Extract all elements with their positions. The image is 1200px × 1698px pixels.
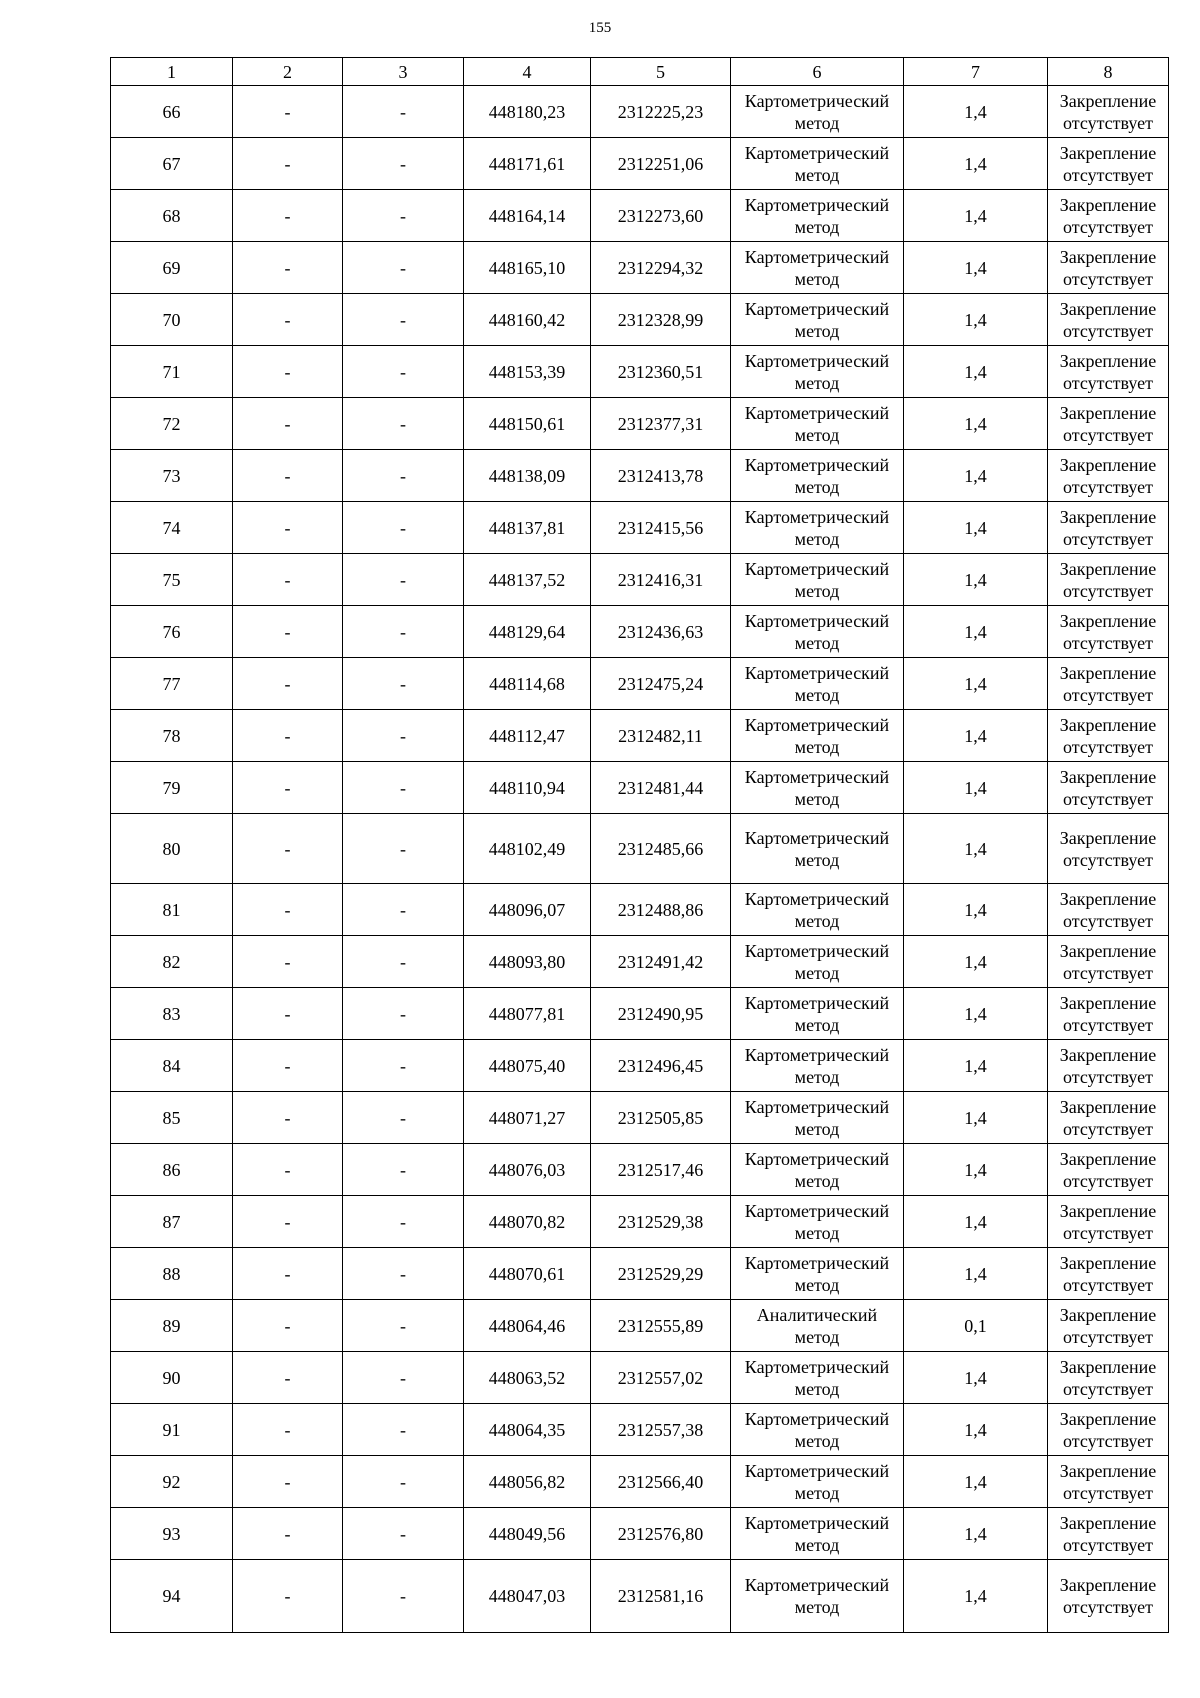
column-2-cell: -	[233, 884, 343, 936]
method-cell: Картометрический метод	[731, 1092, 904, 1144]
column-3-cell: -	[343, 1248, 464, 1300]
point-number-cell: 93	[111, 1508, 233, 1560]
column-header-1: 1	[111, 58, 233, 86]
x-coordinate-cell: 448102,49	[464, 814, 591, 884]
column-2-cell: -	[233, 1456, 343, 1508]
accuracy-cell: 1,4	[904, 1196, 1048, 1248]
accuracy-cell: 1,4	[904, 1248, 1048, 1300]
column-2-cell: -	[233, 1300, 343, 1352]
method-cell: Картометрический метод	[731, 658, 904, 710]
column-2-cell: -	[233, 138, 343, 190]
table-row	[111, 710, 1169, 762]
column-3-cell: -	[343, 1352, 464, 1404]
method-cell: Картометрический метод	[731, 884, 904, 936]
method-cell: Картометрический метод	[731, 138, 904, 190]
method-cell: Картометрический метод	[731, 1040, 904, 1092]
table-row	[111, 1144, 1169, 1196]
fixing-description-cell: Закрепление отсутствует	[1048, 242, 1169, 294]
column-2-cell: -	[233, 1144, 343, 1196]
y-coordinate-cell: 2312413,78	[591, 450, 731, 502]
point-number-cell: 86	[111, 1144, 233, 1196]
column-2-cell: -	[233, 554, 343, 606]
x-coordinate-cell: 448076,03	[464, 1144, 591, 1196]
accuracy-cell: 1,4	[904, 606, 1048, 658]
point-number-cell: 72	[111, 398, 233, 450]
column-2-cell: -	[233, 1352, 343, 1404]
fixing-description-cell: Закрепление отсутствует	[1048, 1040, 1169, 1092]
fixing-description-cell: Закрепление отсутствует	[1048, 606, 1169, 658]
accuracy-cell: 1,4	[904, 710, 1048, 762]
method-cell: Картометрический метод	[731, 1352, 904, 1404]
column-2-cell: -	[233, 1560, 343, 1633]
point-number-cell: 88	[111, 1248, 233, 1300]
column-2-cell: -	[233, 658, 343, 710]
point-number-cell: 87	[111, 1196, 233, 1248]
point-number-cell: 83	[111, 988, 233, 1040]
table-row	[111, 1040, 1169, 1092]
table-row	[111, 1560, 1169, 1633]
column-2-cell: -	[233, 762, 343, 814]
table-row	[111, 936, 1169, 988]
accuracy-cell: 1,4	[904, 1040, 1048, 1092]
y-coordinate-cell: 2312557,02	[591, 1352, 731, 1404]
accuracy-cell: 1,4	[904, 1092, 1048, 1144]
accuracy-cell: 1,4	[904, 450, 1048, 502]
y-coordinate-cell: 2312475,24	[591, 658, 731, 710]
column-3-cell: -	[343, 138, 464, 190]
column-2-cell: -	[233, 190, 343, 242]
point-number-cell: 85	[111, 1092, 233, 1144]
y-coordinate-cell: 2312496,45	[591, 1040, 731, 1092]
column-3-cell: -	[343, 398, 464, 450]
column-3-cell: -	[343, 710, 464, 762]
x-coordinate-cell: 448071,27	[464, 1092, 591, 1144]
column-2-cell: -	[233, 988, 343, 1040]
x-coordinate-cell: 448180,23	[464, 86, 591, 138]
point-number-cell: 66	[111, 86, 233, 138]
method-cell: Картометрический метод	[731, 1508, 904, 1560]
column-3-cell: -	[343, 242, 464, 294]
fixing-description-cell: Закрепление отсутствует	[1048, 502, 1169, 554]
column-header-8: 8	[1048, 58, 1169, 86]
point-number-cell: 78	[111, 710, 233, 762]
point-number-cell: 81	[111, 884, 233, 936]
accuracy-cell: 1,4	[904, 1404, 1048, 1456]
column-3-cell: -	[343, 1092, 464, 1144]
accuracy-cell: 1,4	[904, 1144, 1048, 1196]
fixing-description-cell: Закрепление отсутствует	[1048, 1144, 1169, 1196]
column-3-cell: -	[343, 1456, 464, 1508]
column-3-cell: -	[343, 988, 464, 1040]
table-row	[111, 658, 1169, 710]
x-coordinate-cell: 448153,39	[464, 346, 591, 398]
point-number-cell: 79	[111, 762, 233, 814]
column-2-cell: -	[233, 86, 343, 138]
column-2-cell: -	[233, 814, 343, 884]
x-coordinate-cell: 448137,52	[464, 554, 591, 606]
column-3-cell: -	[343, 502, 464, 554]
point-number-cell: 67	[111, 138, 233, 190]
point-number-cell: 74	[111, 502, 233, 554]
method-cell: Картометрический метод	[731, 86, 904, 138]
x-coordinate-cell: 448064,35	[464, 1404, 591, 1456]
page-number: 155	[588, 20, 612, 36]
y-coordinate-cell: 2312225,23	[591, 86, 731, 138]
x-coordinate-cell: 448049,56	[464, 1508, 591, 1560]
column-3-cell: -	[343, 346, 464, 398]
point-number-cell: 80	[111, 814, 233, 884]
table-row	[111, 1092, 1169, 1144]
point-number-cell: 71	[111, 346, 233, 398]
x-coordinate-cell: 448056,82	[464, 1456, 591, 1508]
point-number-cell: 82	[111, 936, 233, 988]
method-cell: Картометрический метод	[731, 606, 904, 658]
fixing-description-cell: Закрепление отсутствует	[1048, 1404, 1169, 1456]
y-coordinate-cell: 2312555,89	[591, 1300, 731, 1352]
accuracy-cell: 1,4	[904, 1560, 1048, 1633]
point-number-cell: 84	[111, 1040, 233, 1092]
accuracy-cell: 1,4	[904, 398, 1048, 450]
y-coordinate-cell: 2312566,40	[591, 1456, 731, 1508]
y-coordinate-cell: 2312557,38	[591, 1404, 731, 1456]
table-row	[111, 814, 1169, 884]
fixing-description-cell: Закрепление отсутствует	[1048, 346, 1169, 398]
fixing-description-cell: Закрепление отсутствует	[1048, 1352, 1169, 1404]
column-2-cell: -	[233, 502, 343, 554]
fixing-description-cell: Закрепление отсутствует	[1048, 554, 1169, 606]
table-row	[111, 1248, 1169, 1300]
y-coordinate-cell: 2312328,99	[591, 294, 731, 346]
fixing-description-cell: Закрепление отсутствует	[1048, 710, 1169, 762]
table-row	[111, 502, 1169, 554]
accuracy-cell: 1,4	[904, 762, 1048, 814]
y-coordinate-cell: 2312581,16	[591, 1560, 731, 1633]
fixing-description-cell: Закрепление отсутствует	[1048, 86, 1169, 138]
column-3-cell: -	[343, 814, 464, 884]
accuracy-cell: 1,4	[904, 502, 1048, 554]
column-2-cell: -	[233, 1040, 343, 1092]
method-cell: Картометрический метод	[731, 1196, 904, 1248]
x-coordinate-cell: 448093,80	[464, 936, 591, 988]
y-coordinate-cell: 2312488,86	[591, 884, 731, 936]
x-coordinate-cell: 448171,61	[464, 138, 591, 190]
fixing-description-cell: Закрепление отсутствует	[1048, 190, 1169, 242]
column-2-cell: -	[233, 242, 343, 294]
column-header-4: 4	[464, 58, 591, 86]
column-3-cell: -	[343, 1196, 464, 1248]
y-coordinate-cell: 2312576,80	[591, 1508, 731, 1560]
fixing-description-cell: Закрепление отсутствует	[1048, 398, 1169, 450]
accuracy-cell: 1,4	[904, 138, 1048, 190]
x-coordinate-cell: 448064,46	[464, 1300, 591, 1352]
x-coordinate-cell: 448077,81	[464, 988, 591, 1040]
x-coordinate-cell: 448164,14	[464, 190, 591, 242]
fixing-description-cell: Закрепление отсутствует	[1048, 658, 1169, 710]
y-coordinate-cell: 2312273,60	[591, 190, 731, 242]
method-cell: Картометрический метод	[731, 554, 904, 606]
fixing-description-cell: Закрепление отсутствует	[1048, 1092, 1169, 1144]
fixing-description-cell: Закрепление отсутствует	[1048, 450, 1169, 502]
accuracy-cell: 1,4	[904, 242, 1048, 294]
method-cell: Картометрический метод	[731, 1248, 904, 1300]
x-coordinate-cell: 448047,03	[464, 1560, 591, 1633]
method-cell: Картометрический метод	[731, 294, 904, 346]
method-cell: Картометрический метод	[731, 762, 904, 814]
y-coordinate-cell: 2312491,42	[591, 936, 731, 988]
fixing-description-cell: Закрепление отсутствует	[1048, 294, 1169, 346]
method-cell: Картометрический метод	[731, 1456, 904, 1508]
table-row	[111, 450, 1169, 502]
coordinates-table	[110, 57, 1169, 1633]
x-coordinate-cell: 448096,07	[464, 884, 591, 936]
point-number-cell: 69	[111, 242, 233, 294]
method-cell: Картометрический метод	[731, 814, 904, 884]
fixing-description-cell: Закрепление отсутствует	[1048, 1248, 1169, 1300]
accuracy-cell: 0,1	[904, 1300, 1048, 1352]
y-coordinate-cell: 2312505,85	[591, 1092, 731, 1144]
y-coordinate-cell: 2312481,44	[591, 762, 731, 814]
table-row	[111, 606, 1169, 658]
x-coordinate-cell: 448129,64	[464, 606, 591, 658]
fixing-description-cell: Закрепление отсутствует	[1048, 814, 1169, 884]
accuracy-cell: 1,4	[904, 86, 1048, 138]
accuracy-cell: 1,4	[904, 554, 1048, 606]
column-3-cell: -	[343, 554, 464, 606]
y-coordinate-cell: 2312360,51	[591, 346, 731, 398]
column-2-cell: -	[233, 936, 343, 988]
column-3-cell: -	[343, 658, 464, 710]
x-coordinate-cell: 448070,82	[464, 1196, 591, 1248]
table-row	[111, 1196, 1169, 1248]
fixing-description-cell: Закрепление отсутствует	[1048, 884, 1169, 936]
y-coordinate-cell: 2312482,11	[591, 710, 731, 762]
y-coordinate-cell: 2312436,63	[591, 606, 731, 658]
table-row	[111, 1456, 1169, 1508]
accuracy-cell: 1,4	[904, 1456, 1048, 1508]
y-coordinate-cell: 2312294,32	[591, 242, 731, 294]
point-number-cell: 73	[111, 450, 233, 502]
method-cell: Картометрический метод	[731, 190, 904, 242]
accuracy-cell: 1,4	[904, 936, 1048, 988]
column-3-cell: -	[343, 1560, 464, 1633]
column-3-cell: -	[343, 450, 464, 502]
y-coordinate-cell: 2312517,46	[591, 1144, 731, 1196]
y-coordinate-cell: 2312490,95	[591, 988, 731, 1040]
table-row	[111, 884, 1169, 936]
point-number-cell: 70	[111, 294, 233, 346]
method-cell: Картометрический метод	[731, 242, 904, 294]
accuracy-cell: 1,4	[904, 1352, 1048, 1404]
point-number-cell: 90	[111, 1352, 233, 1404]
point-number-cell: 76	[111, 606, 233, 658]
column-3-cell: -	[343, 86, 464, 138]
column-2-cell: -	[233, 1196, 343, 1248]
fixing-description-cell: Закрепление отсутствует	[1048, 1508, 1169, 1560]
method-cell: Картометрический метод	[731, 710, 904, 762]
method-cell: Картометрический метод	[731, 502, 904, 554]
table-row	[111, 988, 1169, 1040]
point-number-cell: 77	[111, 658, 233, 710]
table-row	[111, 86, 1169, 138]
y-coordinate-cell: 2312377,31	[591, 398, 731, 450]
table-row	[111, 1300, 1169, 1352]
table-row	[111, 554, 1169, 606]
table-row	[111, 346, 1169, 398]
column-header-7: 7	[904, 58, 1048, 86]
y-coordinate-cell: 2312485,66	[591, 814, 731, 884]
fixing-description-cell: Закрепление отсутствует	[1048, 988, 1169, 1040]
fixing-description-cell: Закрепление отсутствует	[1048, 936, 1169, 988]
table-row	[111, 1404, 1169, 1456]
column-3-cell: -	[343, 190, 464, 242]
x-coordinate-cell: 448075,40	[464, 1040, 591, 1092]
method-cell: Картометрический метод	[731, 1404, 904, 1456]
method-cell: Картометрический метод	[731, 346, 904, 398]
method-cell: Аналитический метод	[731, 1300, 904, 1352]
table-row	[111, 294, 1169, 346]
accuracy-cell: 1,4	[904, 190, 1048, 242]
column-3-cell: -	[343, 936, 464, 988]
y-coordinate-cell: 2312251,06	[591, 138, 731, 190]
column-3-cell: -	[343, 1508, 464, 1560]
column-3-cell: -	[343, 1144, 464, 1196]
accuracy-cell: 1,4	[904, 1508, 1048, 1560]
column-2-cell: -	[233, 606, 343, 658]
fixing-description-cell: Закрепление отсутствует	[1048, 762, 1169, 814]
column-2-cell: -	[233, 346, 343, 398]
column-2-cell: -	[233, 450, 343, 502]
table-row	[111, 1352, 1169, 1404]
column-2-cell: -	[233, 398, 343, 450]
table-row	[111, 138, 1169, 190]
column-header-2: 2	[233, 58, 343, 86]
column-header-3: 3	[343, 58, 464, 86]
column-3-cell: -	[343, 1404, 464, 1456]
accuracy-cell: 1,4	[904, 814, 1048, 884]
point-number-cell: 75	[111, 554, 233, 606]
point-number-cell: 89	[111, 1300, 233, 1352]
table-row	[111, 762, 1169, 814]
column-3-cell: -	[343, 1040, 464, 1092]
column-2-cell: -	[233, 1404, 343, 1456]
column-header-6: 6	[731, 58, 904, 86]
method-cell: Картометрический метод	[731, 398, 904, 450]
table-row	[111, 190, 1169, 242]
point-number-cell: 68	[111, 190, 233, 242]
method-cell: Картометрический метод	[731, 1560, 904, 1633]
header-row	[111, 58, 1169, 86]
table-row	[111, 242, 1169, 294]
x-coordinate-cell: 448150,61	[464, 398, 591, 450]
fixing-description-cell: Закрепление отсутствует	[1048, 1196, 1169, 1248]
accuracy-cell: 1,4	[904, 988, 1048, 1040]
x-coordinate-cell: 448137,81	[464, 502, 591, 554]
x-coordinate-cell: 448070,61	[464, 1248, 591, 1300]
fixing-description-cell: Закрепление отсутствует	[1048, 1560, 1169, 1633]
x-coordinate-cell: 448160,42	[464, 294, 591, 346]
method-cell: Картометрический метод	[731, 936, 904, 988]
x-coordinate-cell: 448138,09	[464, 450, 591, 502]
column-3-cell: -	[343, 606, 464, 658]
y-coordinate-cell: 2312416,31	[591, 554, 731, 606]
x-coordinate-cell: 448165,10	[464, 242, 591, 294]
x-coordinate-cell: 448112,47	[464, 710, 591, 762]
column-3-cell: -	[343, 1300, 464, 1352]
fixing-description-cell: Закрепление отсутствует	[1048, 1456, 1169, 1508]
accuracy-cell: 1,4	[904, 658, 1048, 710]
point-number-cell: 91	[111, 1404, 233, 1456]
column-2-cell: -	[233, 1092, 343, 1144]
accuracy-cell: 1,4	[904, 884, 1048, 936]
accuracy-cell: 1,4	[904, 294, 1048, 346]
point-number-cell: 92	[111, 1456, 233, 1508]
x-coordinate-cell: 448114,68	[464, 658, 591, 710]
column-3-cell: -	[343, 884, 464, 936]
accuracy-cell: 1,4	[904, 346, 1048, 398]
column-header-5: 5	[591, 58, 731, 86]
method-cell: Картометрический метод	[731, 450, 904, 502]
x-coordinate-cell: 448063,52	[464, 1352, 591, 1404]
y-coordinate-cell: 2312529,29	[591, 1248, 731, 1300]
method-cell: Картометрический метод	[731, 1144, 904, 1196]
column-2-cell: -	[233, 1248, 343, 1300]
table-row	[111, 398, 1169, 450]
column-3-cell: -	[343, 294, 464, 346]
column-3-cell: -	[343, 762, 464, 814]
fixing-description-cell: Закрепление отсутствует	[1048, 1300, 1169, 1352]
fixing-description-cell: Закрепление отсутствует	[1048, 138, 1169, 190]
x-coordinate-cell: 448110,94	[464, 762, 591, 814]
y-coordinate-cell: 2312529,38	[591, 1196, 731, 1248]
column-2-cell: -	[233, 294, 343, 346]
column-2-cell: -	[233, 710, 343, 762]
point-number-cell: 94	[111, 1560, 233, 1633]
method-cell: Картометрический метод	[731, 988, 904, 1040]
table-row	[111, 1508, 1169, 1560]
y-coordinate-cell: 2312415,56	[591, 502, 731, 554]
column-2-cell: -	[233, 1508, 343, 1560]
